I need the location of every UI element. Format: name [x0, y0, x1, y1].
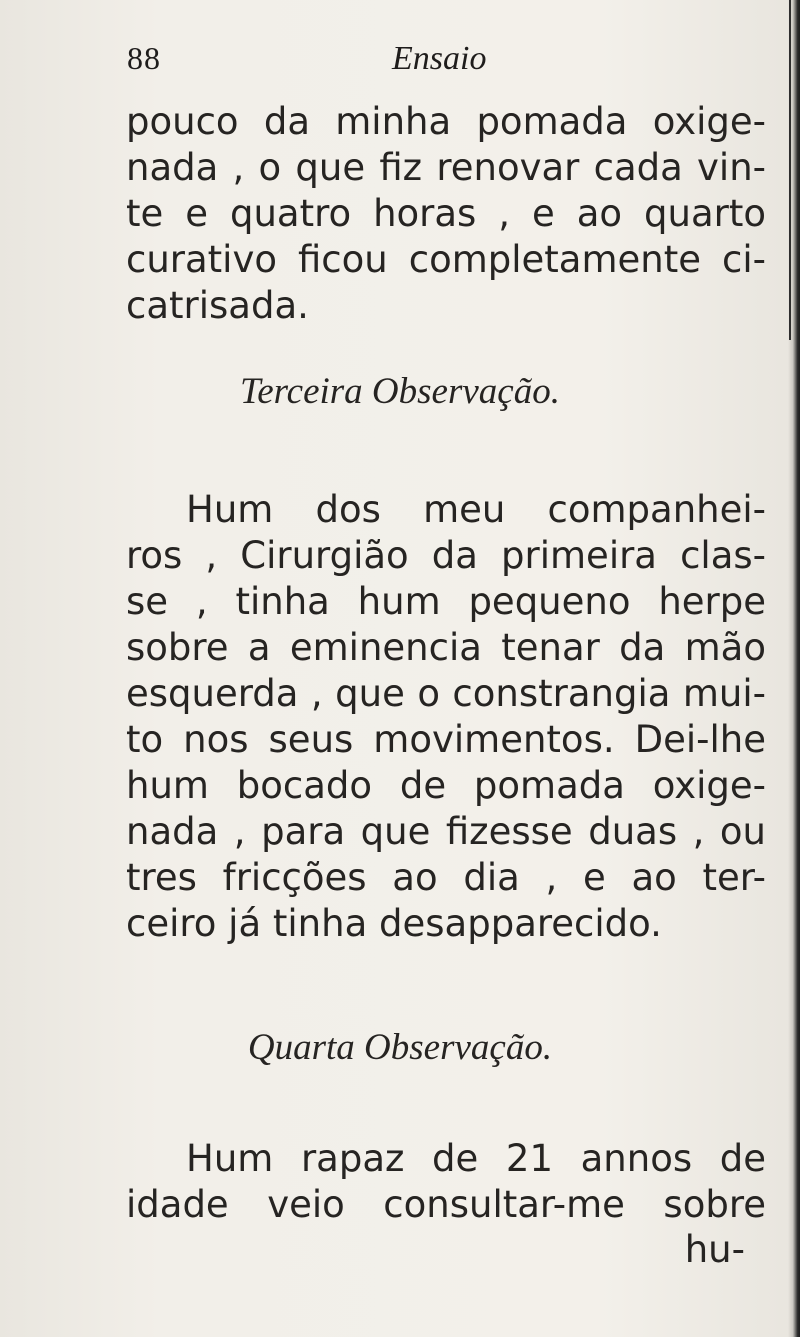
text-line: ros , Cirurgião da primeira clas- [126, 534, 766, 577]
page-header [0, 40, 800, 90]
catchword: hu- [684, 1228, 745, 1271]
text-line: Hum rapaz de 21 annos de [186, 1137, 766, 1180]
section-heading-quarta: Quarta Observação. [247, 1027, 553, 1068]
text-line: to nos seus movimentos. Dei-lhe [126, 718, 766, 761]
text-line: tres fricções ao dia , e ao ter- [126, 856, 766, 899]
text-line: te e quatro horas , e ao quarto [126, 192, 766, 235]
text-line: hum bocado de pomada oxige- [126, 764, 766, 807]
text-line: catrisada. [126, 284, 309, 327]
page-number: 88 [127, 40, 161, 76]
text-line: esquerda , que o constrangia mui- [126, 672, 766, 715]
text-line: se , tinha hum pequeno herpe [126, 580, 766, 623]
text-line: curativo ficou completamente ci- [126, 238, 766, 281]
text-line: pouco da minha pomada oxige- [126, 100, 766, 143]
text-line: ceiro já tinha desapparecido. [126, 902, 662, 945]
running-title: Ensaio [392, 40, 487, 77]
paragraph-continuation [126, 99, 766, 329]
paragraph-terceira [126, 487, 766, 947]
text-line: Hum dos meu companhei- [186, 488, 766, 531]
paragraph-quarta [126, 1136, 766, 1228]
text-line: sobre a eminencia tenar da mão [126, 626, 766, 669]
section-heading-terceira: Terceira Observação. [240, 371, 560, 412]
text-line: nada , para que fizesse duas , ou [126, 810, 766, 853]
text-line: idade veio consultar-me sobre [126, 1183, 766, 1226]
text-line: nada , o que fiz renovar cada vin- [126, 146, 766, 189]
